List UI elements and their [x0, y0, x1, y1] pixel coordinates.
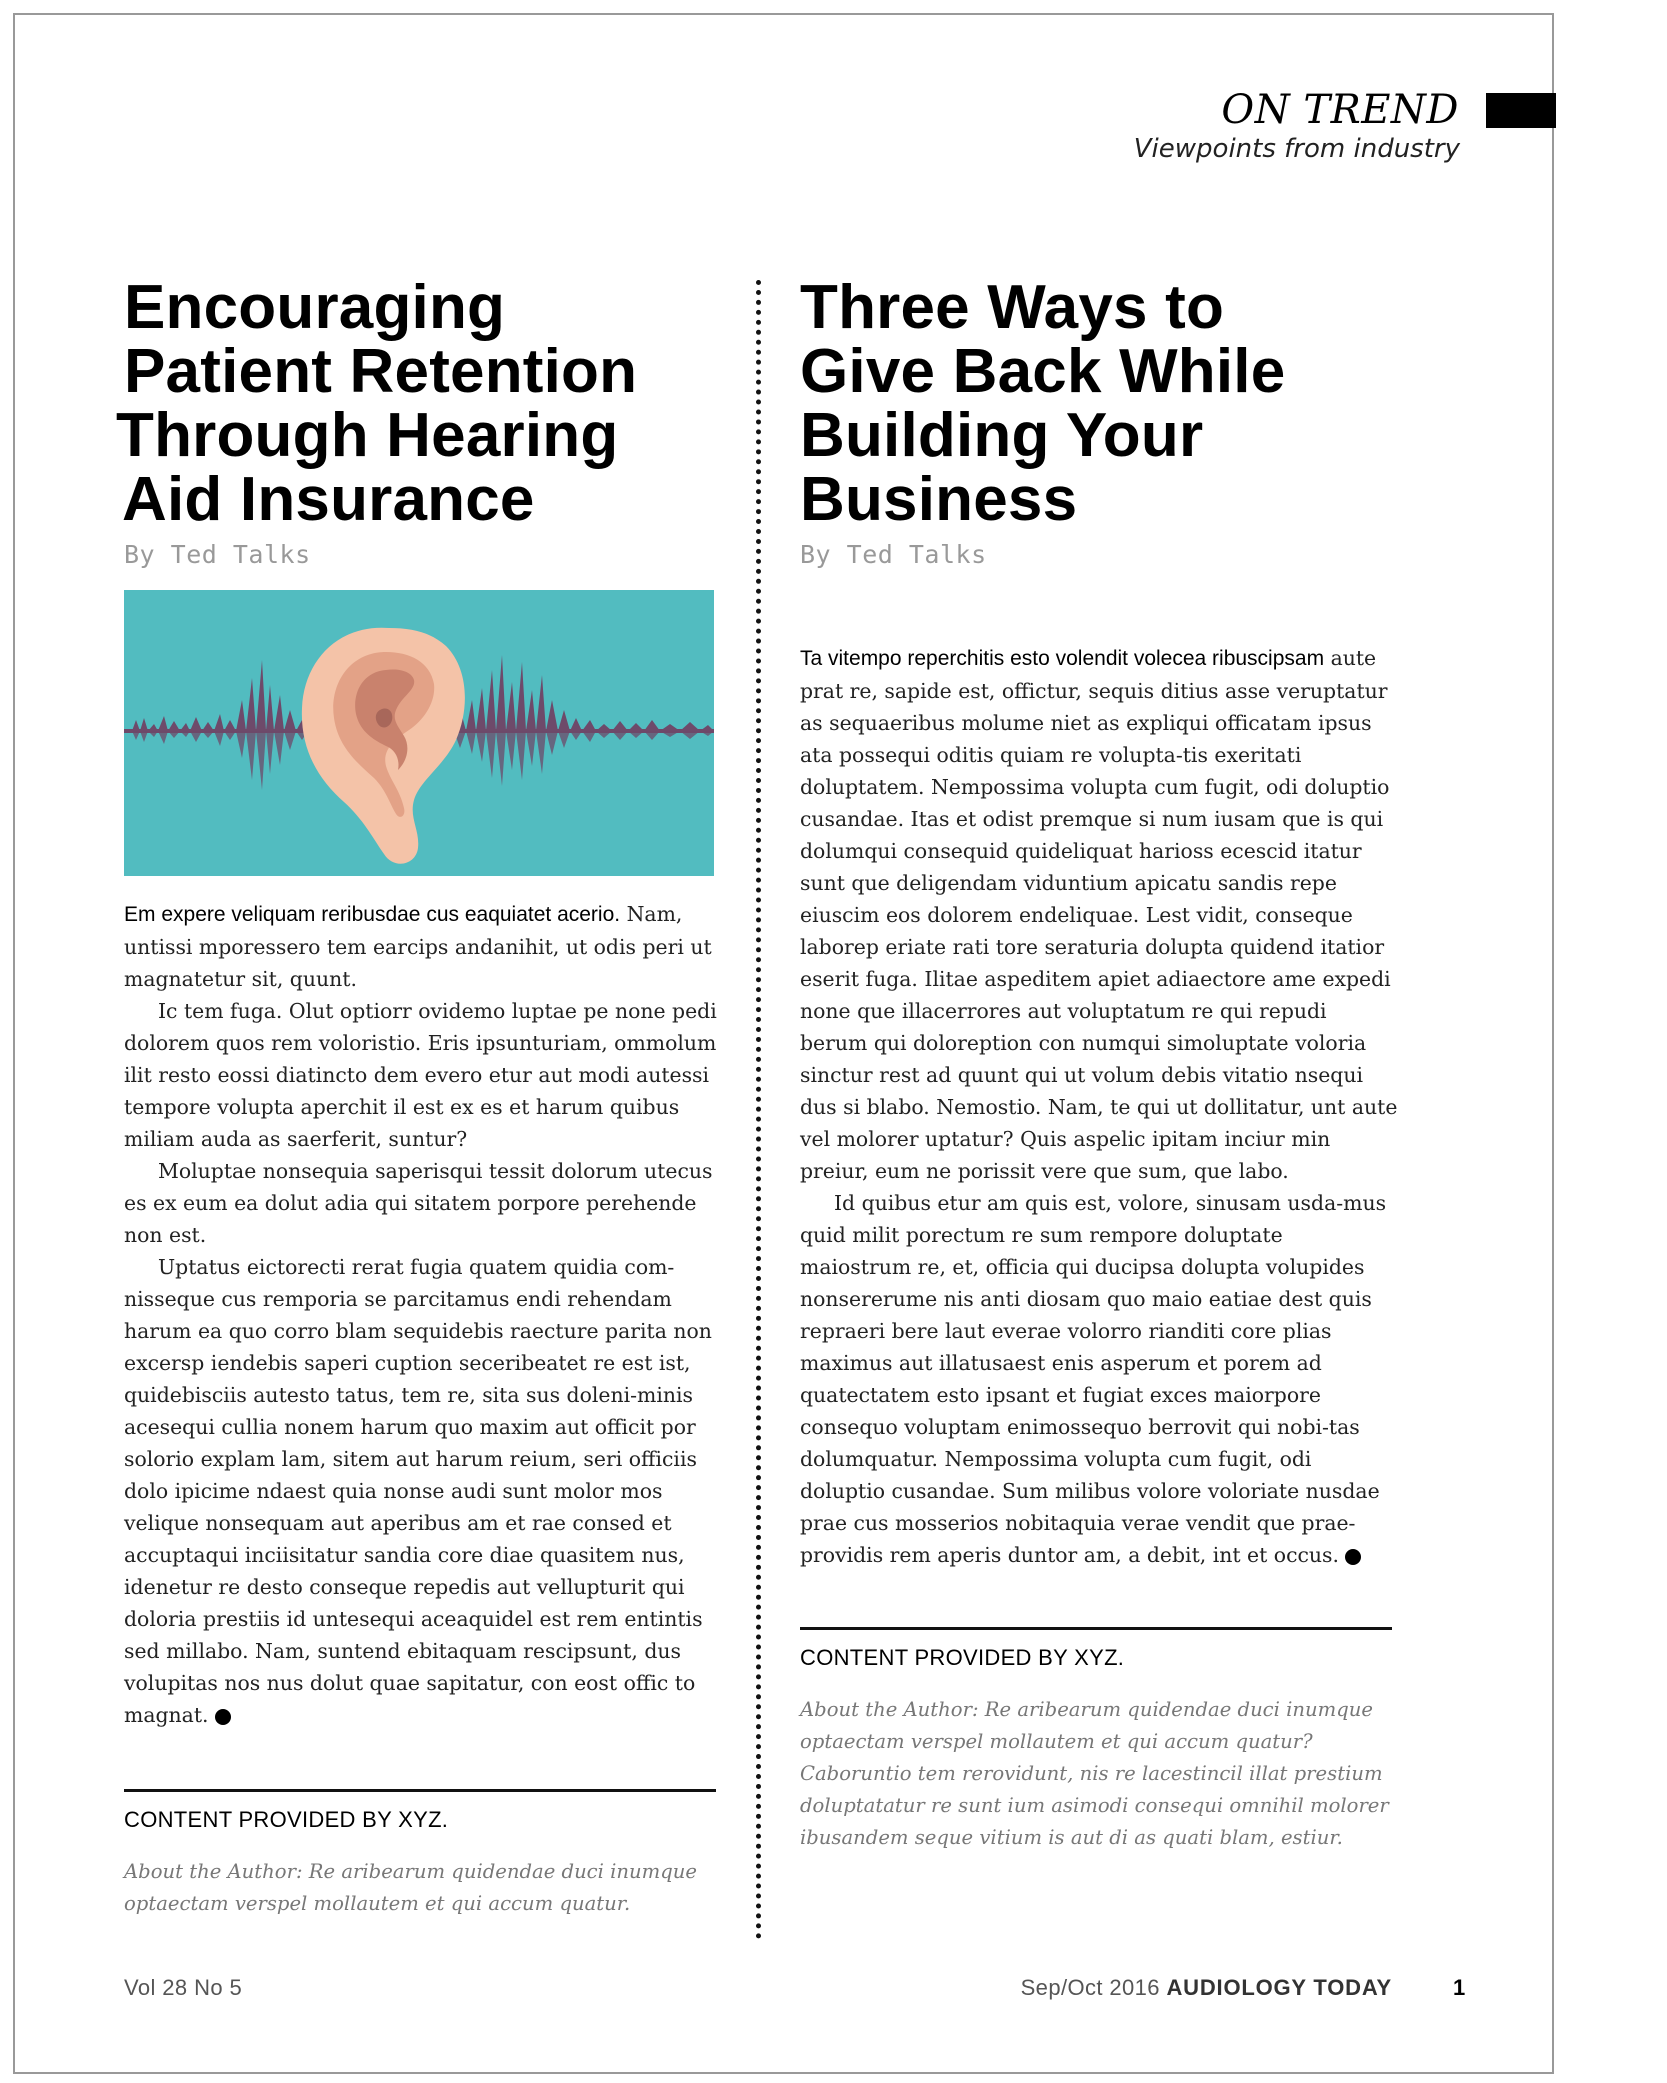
right-article-byline: By Ted Talks: [800, 540, 987, 569]
headline-line: Through Hearing: [116, 401, 619, 470]
left-article-lead: Em expere veliquam reribusdae cus eaquiatet acerio.: [124, 903, 621, 926]
left-article-rule: [124, 1789, 716, 1792]
footer-volume: Vol 28 No 5: [124, 1975, 243, 2000]
right-article-lead: Ta vitempo reperchitis esto volendit volecea ribuscipsam: [800, 647, 1325, 670]
left-article-paragraph: Uptatus eictorecti rerat fugia quatem quidia com-nisseque cus remporia se parcitamus endi rehendam harum ea quo corro blam sequidebis raecture parita non excersp iendebis saperi cuption seceribeatet re est ist, quidebisciis autesto tatus, tem re, sita sus doleni-minis acesequi cullia nonem harum quo maxim aut officit por solorio explam lam, sitem aut harum reium, seri officiis dolo ipicime ndaest quia nonse audi sunt molor mos velique nonsequam aut aperibus am et rae consed et accuptaqui inciisitatur sandia core diae quasitem nus, idenetur re desto conseque repedis aut vellupturit qui doloria prestiis id untesequi aceaquidel est rem entintis sed millabo. Nam, suntend ebitaquam rescipsunt, dus volupitas nos nus dolut quae sapitatur, con eost offic to magnat.: [124, 1255, 712, 1727]
headline-line: Patient Retention: [124, 337, 638, 406]
left-article-paragraph: Nam, untissi mporessero tem earcips andanihit, ut odis peri ut magnatetur sit, quunt.: [124, 902, 712, 991]
footer-publication-name: AUDIOLOGY TODAY: [1166, 1975, 1392, 2000]
right-article-paragraph: Id quibus etur am quis est, volore, sinusam usda-mus quid milit porectum re sum rempore doluptate maiostrum re, et, officia qui ducipsa dolupta volupides nonsererume nis anti diosam quo maio eatiae dest quis repraeri bere laut everae volorro rianditi core plias maximus aut illatusaest enis asperum et porem ad quatectatem esto ipsant et fugiat exces maiorpore consequo voluptam enimossequo berrovit qui nobi-tas dolumquatur. Nempossima volupta cum fugit, odi doluptio cusandae. Sum milibus volore voloriate nusdae prae cus mosserios nobitaquia verae vendit que prae-providis rem aperis duntor am, a debit, int et occus.: [800, 1191, 1387, 1567]
left-article-body: [124, 898, 720, 1731]
left-article: [116, 273, 720, 1920]
headline-line: Aid Insurance: [122, 465, 535, 534]
column-divider: [756, 280, 761, 1940]
right-article-body: [800, 642, 1398, 1571]
right-article-rule: [800, 1627, 1392, 1630]
headline-line: Building Your: [800, 401, 1204, 470]
right-article-about-author: About the Author: Re aribearum quidendae duci inumque optaectam verspel mollautem et qui accum quatur?Caboruntio tem rerovidunt, nis re lacestincil illat prestium doluptatatur re sunt ium asimodi consequi omnihil molorer ibusandem seque vitium is aut di as quati blam, estiur.: [800, 1698, 1389, 1849]
headline-line: Encouraging: [124, 273, 506, 342]
right-article-paragraph: aute prat re, sapide est, offictur, sequis ditius asse veruptatur as sequaeribus molume niet as expliqui officatam ipsus ata possequi oditis quiam re volupta-tis exeritati doluptatem. Nempossima volupta cum fugit, odi doluptio cusandae. Itas et odist premque si num iusam que is qui dolumqui consequid quideliquat harioss ecescid itatur sunt que deligendam viduntium apicatu sandis repe eiuscim eos dolorem endeliquae. Lest vidit, conseque laborep eriate rati tore seraturia dolupta quidend itatior eserit fuga. Ilitae aspeditem apiet adiaectore ame expedi none que illacerrores aut voluptatum re qui repudi berum qui doloreption con numqui simoluptate voloria sinctur rest ad quunt qui ut volum debis vitatio nsequi dus si blabo. Nemostio. Nam, te qui ut dollitatur, unt aute vel molorer uptatur? Quis aspelic ipitam inciur min preiur, eum ne porissit vere que sum, que labo.: [800, 646, 1398, 1183]
headline-line: Business: [800, 465, 1078, 534]
page-number: 1: [1453, 1975, 1466, 2000]
at-end-mark-icon: AT: [215, 1709, 231, 1725]
left-article-provided-by: CONTENT PROVIDED BY XYZ.: [124, 1807, 449, 1832]
section-title: ON TREND: [1221, 87, 1459, 133]
right-article-provided-by: CONTENT PROVIDED BY XYZ.: [800, 1645, 1125, 1670]
section-tab-marker: [1486, 93, 1556, 128]
right-article-headline: [800, 273, 1398, 534]
right-article: [800, 273, 1398, 1854]
left-article-about-author: About the Author: Re aribearum quidendae duci inumque optaectam verspel mollautem et qui accum quatur.: [124, 1860, 697, 1915]
left-article-headline: [116, 273, 720, 534]
section-subtitle: Viewpoints from industry: [1133, 134, 1460, 164]
at-end-mark-icon: AT: [1345, 1549, 1361, 1565]
footer-publication: [1021, 1975, 1392, 2001]
headline-line: Three Ways to: [800, 273, 1225, 342]
left-article-paragraph: Moluptae nonsequia saperisqui tessit dolorum utecus es ex eum ea dolut adia qui sitatem porpore perehende non est.: [124, 1159, 713, 1247]
left-article-paragraph: Ic tem fuga. Olut optiorr ovidemo luptae pe none pedi dolorem quos rem voloristio. Eris ipsunturiam, ommolum ilit resto eossi diatincto dem evero etur aut modi autessi tempore volupta aperchit il est ex es et harum quibus miliam auda as saerferit, suntur?: [124, 999, 717, 1151]
footer-date: Sep/Oct 2016: [1020, 1975, 1160, 2000]
headline-line: Give Back While: [800, 337, 1286, 406]
left-article-byline: By Ted Talks: [124, 540, 311, 569]
ear-sound-wave-illustration: [124, 590, 714, 876]
